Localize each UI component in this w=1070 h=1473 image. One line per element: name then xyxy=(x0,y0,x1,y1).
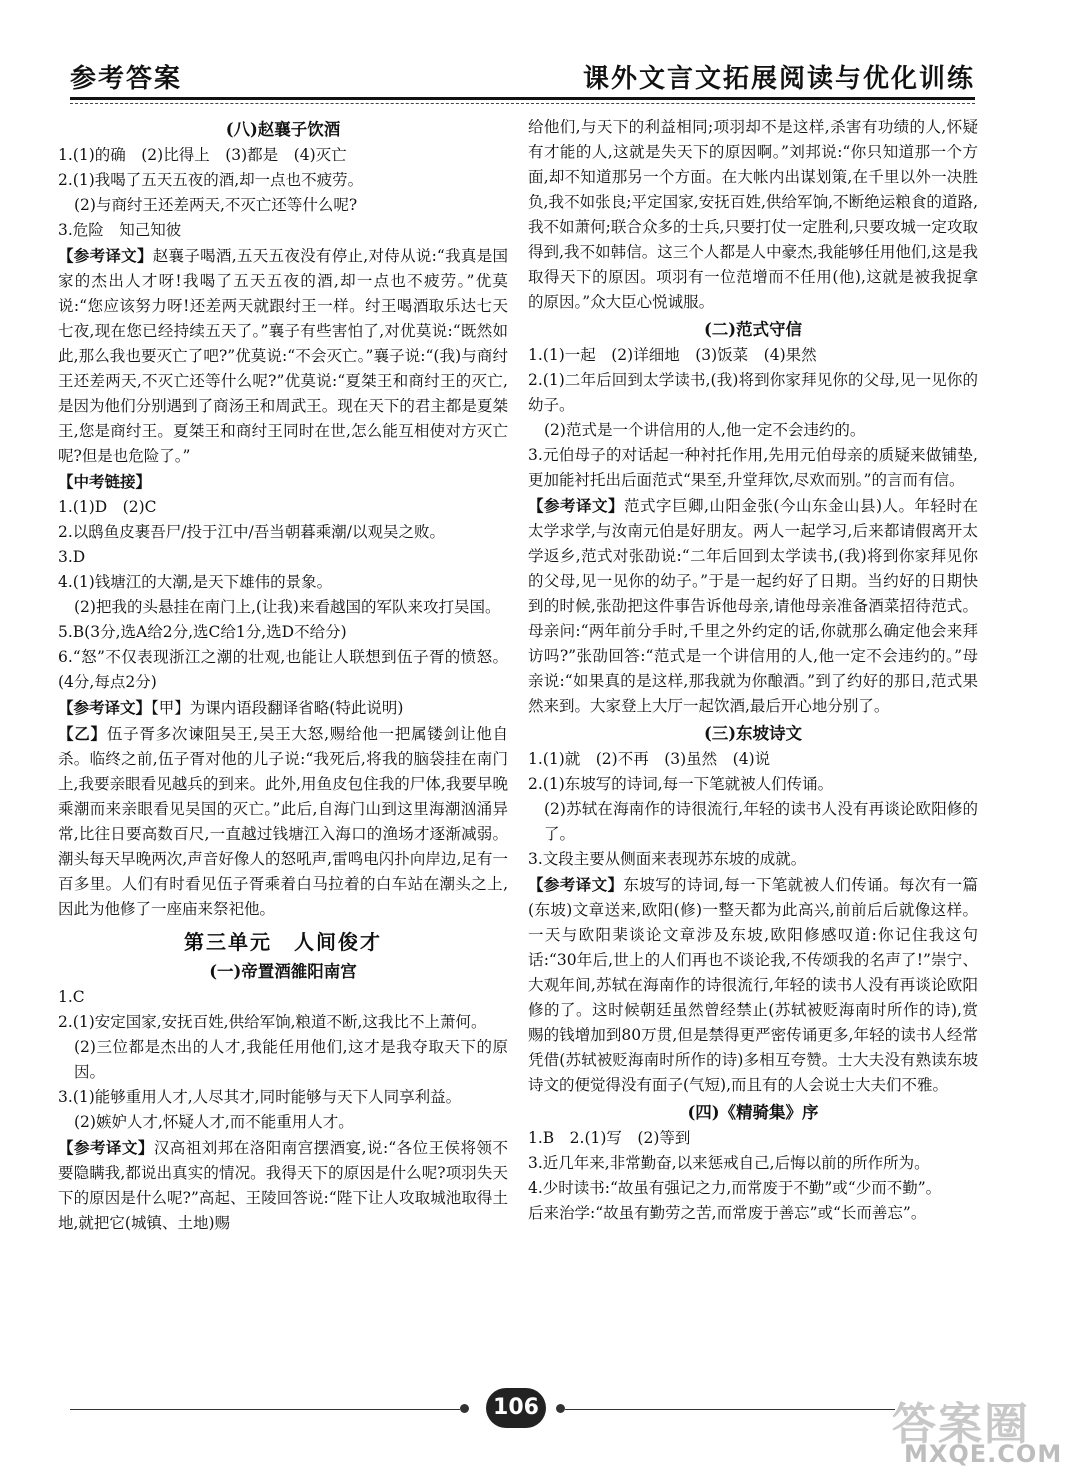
translation-paragraph xyxy=(58,721,508,922)
answer-line: 1.B 2.(1)写 (2)等到 xyxy=(528,1129,691,1147)
watermark-top-text: 答案圈 xyxy=(892,1399,1030,1450)
unit-heading: 第三单元 人间俊才 xyxy=(184,930,382,954)
section-heading: (三)东坡诗文 xyxy=(703,724,803,743)
paragraph-text: 【甲】为课内语段翻译省略(特此说明) xyxy=(151,699,404,717)
answer-line: 4.少时读书:“故虽有强记之力,而常废于不勤”或“少而不勤”。 xyxy=(528,1179,942,1197)
translation-paragraph xyxy=(58,243,508,469)
paragraph-text: 东坡写的诗词,每一下笔就被人们传诵。每次有一篇(东坡)文章送来,欧阳(修)一整天都为此高兴,前前后后就像这样。一天与欧阳棐谈论文章涉及东坡,欧阳修感叹道:你记住我这句话:“30年后,世上的人们再也不谈论我,不传颂我的名声了!”崇宁、大观年间,苏轼在海南作的诗很流行,年轻的读书人没有再谈论欧阳修的了。这时候朝廷虽然曾经禁止(苏轼被贬海南时所作的诗),赏赐的钱增加到80万贯,但是禁得更严密传诵更多,年轻的读书人经常凭借(苏轼被贬海南时所作的诗)多相互夸赞。士大夫没有熟读东坡诗文的便觉得没有面子(气短),而且有的人会说士大夫们不雅。 xyxy=(528,876,978,1094)
answer-line: 2.(1)东坡写的诗词,每一下笔就被人们传诵。 xyxy=(528,775,834,793)
footer-dot-right xyxy=(556,1404,565,1413)
answer-line: 3.近几年来,非常勤奋,以来惩戒自己,后悔以前的所作所为。 xyxy=(528,1154,930,1172)
paragraph-tag: 【参考译文】 xyxy=(58,246,153,265)
answer-line: 3.文段主要从侧面来表现苏东坡的成就。 xyxy=(528,850,807,868)
answer-paragraph xyxy=(528,115,978,315)
paragraph-tag: 【中考链接】 xyxy=(58,472,152,491)
answer-subline: (2)嫉妒人才,怀疑人才,而不能重用人才。 xyxy=(74,1113,354,1131)
answer-line: 1.(1)D (2)C xyxy=(58,498,157,516)
section-heading: (一)帝置酒雒阳南宫 xyxy=(209,962,357,981)
answer-subparagraph: (2)苏轼在海南作的诗很流行,年轻的读书人没有再谈论欧阳修的了。 xyxy=(544,800,978,843)
translation-paragraph xyxy=(58,695,508,721)
paragraph-text: 2.以鸱鱼皮裹吾尸/投于江中/吾当朝暮乘潮/以观吴之败。 xyxy=(58,523,445,541)
paragraph-text: 3.元伯母子的对话起一种衬托作用,先用元伯母亲的质疑来做铺垫,更加能衬托出后面范式“果至,升堂拜饮,尽欢而别。”的言而有信。 xyxy=(528,446,978,489)
answer-line: 3.危险 知己知彼 xyxy=(58,221,182,239)
translation-paragraph xyxy=(528,872,978,1098)
left-column xyxy=(58,115,508,1236)
paragraph-text: 汉高祖刘邦在洛阳南宫摆酒宴,说:“各位王侯将领不要隐瞒我,都说出真实的情况。我得天下的原因是什么呢?项羽失天下的原因是什么呢?”高起、王陵回答说:“陛下让人攻取城池取得土地,就把它(城镇、土地)赐 xyxy=(58,1139,508,1232)
answer-line: 2.(1)我喝了五天五夜的酒,却一点也不疲劳。 xyxy=(58,171,364,189)
footer-rule-right xyxy=(565,1409,895,1410)
answer-line: 1.C xyxy=(58,988,85,1006)
paragraph-text: 给他们,与天下的利益相同;项羽却不是这样,杀害有功绩的人,怀疑有才能的人,这就是失天下的原因啊。”刘邦说:“你只知道那一个方面,却不知道那另一个方面。在大帐内出谋划策,在千里以外一决胜负,我不如张良;平定国家,安抚百姓,供给军饷,不断绝运粮食的道路,我不如萧何;联合众多的士兵,只要打仗一定胜利,只要攻城一定攻取得到,我不如韩信。这三个人都是人中豪杰,我能够任用他们,这是我取得天下的原因。项羽有一位范增而不任用(他),这就是被我捉拿的原因。”众大臣心悦诚服。 xyxy=(528,118,978,311)
answer-subparagraph: (2)把我的头悬挂在南门上,(让我)来看越国的军队来攻打吴国。 xyxy=(74,598,501,616)
paragraph-text: 范式字巨卿,山阳金张(今山东金山县)人。年轻时在太学求学,与汝南元伯是好朋友。两人一起学习,后来都请假离开太学返乡,范式对张劭说:“二年后回到太学读书,(我)将到你家拜见你的父母,见一见你的幼子。”于是一起约好了日期。当约好的日期快到的时候,张劭把这件事告诉他母亲,请他母亲准备酒菜招待范式。母亲问:“两年前分手时,千里之外约定的话,你就那么确定他会来拜访吗?”张劭回答:“范式是一个讲信用的人,他一定不会违约的。”母亲说:“如果真的是这样,那我就为你酿酒。”到了约好的那日,范式果然来到。大家登上大厅一起饮酒,最后开心地分别了。 xyxy=(528,497,978,715)
header-rule-dashed xyxy=(70,103,975,104)
answer-paragraph xyxy=(58,520,508,545)
answer-line: 3.(1)能够重用人才,人尽其才,同时能够与天下人同享利益。 xyxy=(58,1088,462,1106)
paragraph-text: 2.(1)二年后回到太学读书,(我)将到你家拜见你的父母,见一见你的幼子。 xyxy=(528,371,978,414)
answer-line: 5.B(3分,选A给2分,选C给1分,选D不给分) xyxy=(58,623,347,641)
answer-line: 4.(1)钱塘江的大潮,是天下雄伟的景象。 xyxy=(58,573,333,591)
answer-subparagraph: (2)三位都是杰出的人才,我能任用他们,这才是我夺取天下的原因。 xyxy=(74,1038,508,1081)
answer-line: 后来治学:“故虽有勤劳之苦,而常废于善忘”或“长而善忘”。 xyxy=(528,1204,927,1222)
paragraph-text: 赵襄子喝酒,五天五夜没有停止,对侍从说:“我真是国家的杰出人才呀!我喝了五天五夜的酒,却一点也不疲劳。”优莫说:“您应该努力呀!还差两天就跟纣王一样。纣王喝酒取乐达七天七夜,现在您已经持续五天了。”襄子有些害怕了,对优莫说:“既然如此,那么我也要灭亡了吧?”优莫说:“不会灭亡。”襄子说:“(我)与商纣王还差两天,不灭亡还等什么呢?”优莫说:“夏桀王和商纣王的灭亡,是因为他们分别遇到了商汤王和周武王。现在天下的君主都是夏桀王,您是商纣王。夏桀王和商纣王同时在世,怎么能互相使对方灭亡呢?但是也危险了。” xyxy=(58,247,508,465)
watermark-logo xyxy=(892,1388,1067,1470)
translation-paragraph xyxy=(528,493,978,719)
answer-paragraph xyxy=(58,645,508,695)
translation-paragraph xyxy=(58,1135,508,1236)
paragraph-tag: 【参考译文】 xyxy=(528,496,624,515)
section-heading: (四)《精骑集》序 xyxy=(687,1103,819,1122)
answer-line: 1.(1)一起 (2)详细地 (3)饭菜 (4)果然 xyxy=(528,346,817,364)
header-rule xyxy=(70,97,975,100)
answer-line: 3.D xyxy=(58,548,86,566)
paragraph-text: 伍子胥多次谏阻吴王,吴王大怒,赐给他一把属镂剑让他自杀。临终之前,伍子胥对他的儿子说:“我死后,将我的脑袋挂在南门上,我要亲眼看见越兵的到来。此外,用鱼皮包住我的尸体,我要早晚乘潮而来亲眼看见吴国的灭亡。”此后,自海门山到这里海潮汹涌异常,比往日要高数百尺,一直越过钱塘江入海口的渔场才逐渐减弱。潮头每天早晚两次,声音好像人的怒吼声,雷鸣电闪扑向岸边,足有一百多里。人们有时看见伍子胥乘着白马拉着的白车站在潮头之上,因此为他修了一座庙来祭祀他。 xyxy=(58,725,508,918)
paragraph-text: 2.(1)安定国家,安抚百姓,供给军饷,粮道不断,这我比不上萧何。 xyxy=(58,1013,487,1031)
section-heading: (八)赵襄子饮酒 xyxy=(225,120,341,139)
right-column xyxy=(528,115,978,1226)
answer-subline: (2)与商纣王还差两天,不灭亡还等什么呢? xyxy=(74,196,358,214)
page-number: 106 xyxy=(486,1388,546,1428)
watermark-bottom-text: MXQE.COM xyxy=(904,1440,1063,1468)
header-left-title: 参考答案 xyxy=(70,64,183,94)
paragraph-text: 6.“怒”不仅表现浙江之潮的壮观,也能让人联想到伍子胥的愤怒。(4分,每点2分) xyxy=(58,648,508,691)
answer-line: 1.(1)的确 (2)比得上 (3)都是 (4)灭亡 xyxy=(58,146,347,164)
paragraph-tag: 【乙】 xyxy=(58,724,107,743)
translation-paragraph xyxy=(58,469,508,495)
answer-subline: (2)范式是一个讲信用的人,他一定不会违约的。 xyxy=(544,421,866,439)
footer-rule-left xyxy=(70,1409,460,1410)
paragraph-tag: 【参考译文】 xyxy=(528,875,624,894)
answer-paragraph xyxy=(528,443,978,493)
paragraph-tag: 【参考译文】 xyxy=(58,698,152,717)
section-heading: (二)范式守信 xyxy=(703,320,803,339)
answer-paragraph xyxy=(58,1010,508,1035)
paragraph-tag: 【参考译文】 xyxy=(58,1138,154,1157)
answer-paragraph xyxy=(528,368,978,418)
page-header xyxy=(70,58,975,100)
header-right-title: 课外文言文拓展阅读与优化训练 xyxy=(582,64,975,94)
footer-dot-left xyxy=(460,1404,469,1413)
answer-line: 1.(1)就 (2)不再 (3)虽然 (4)说 xyxy=(528,750,771,768)
